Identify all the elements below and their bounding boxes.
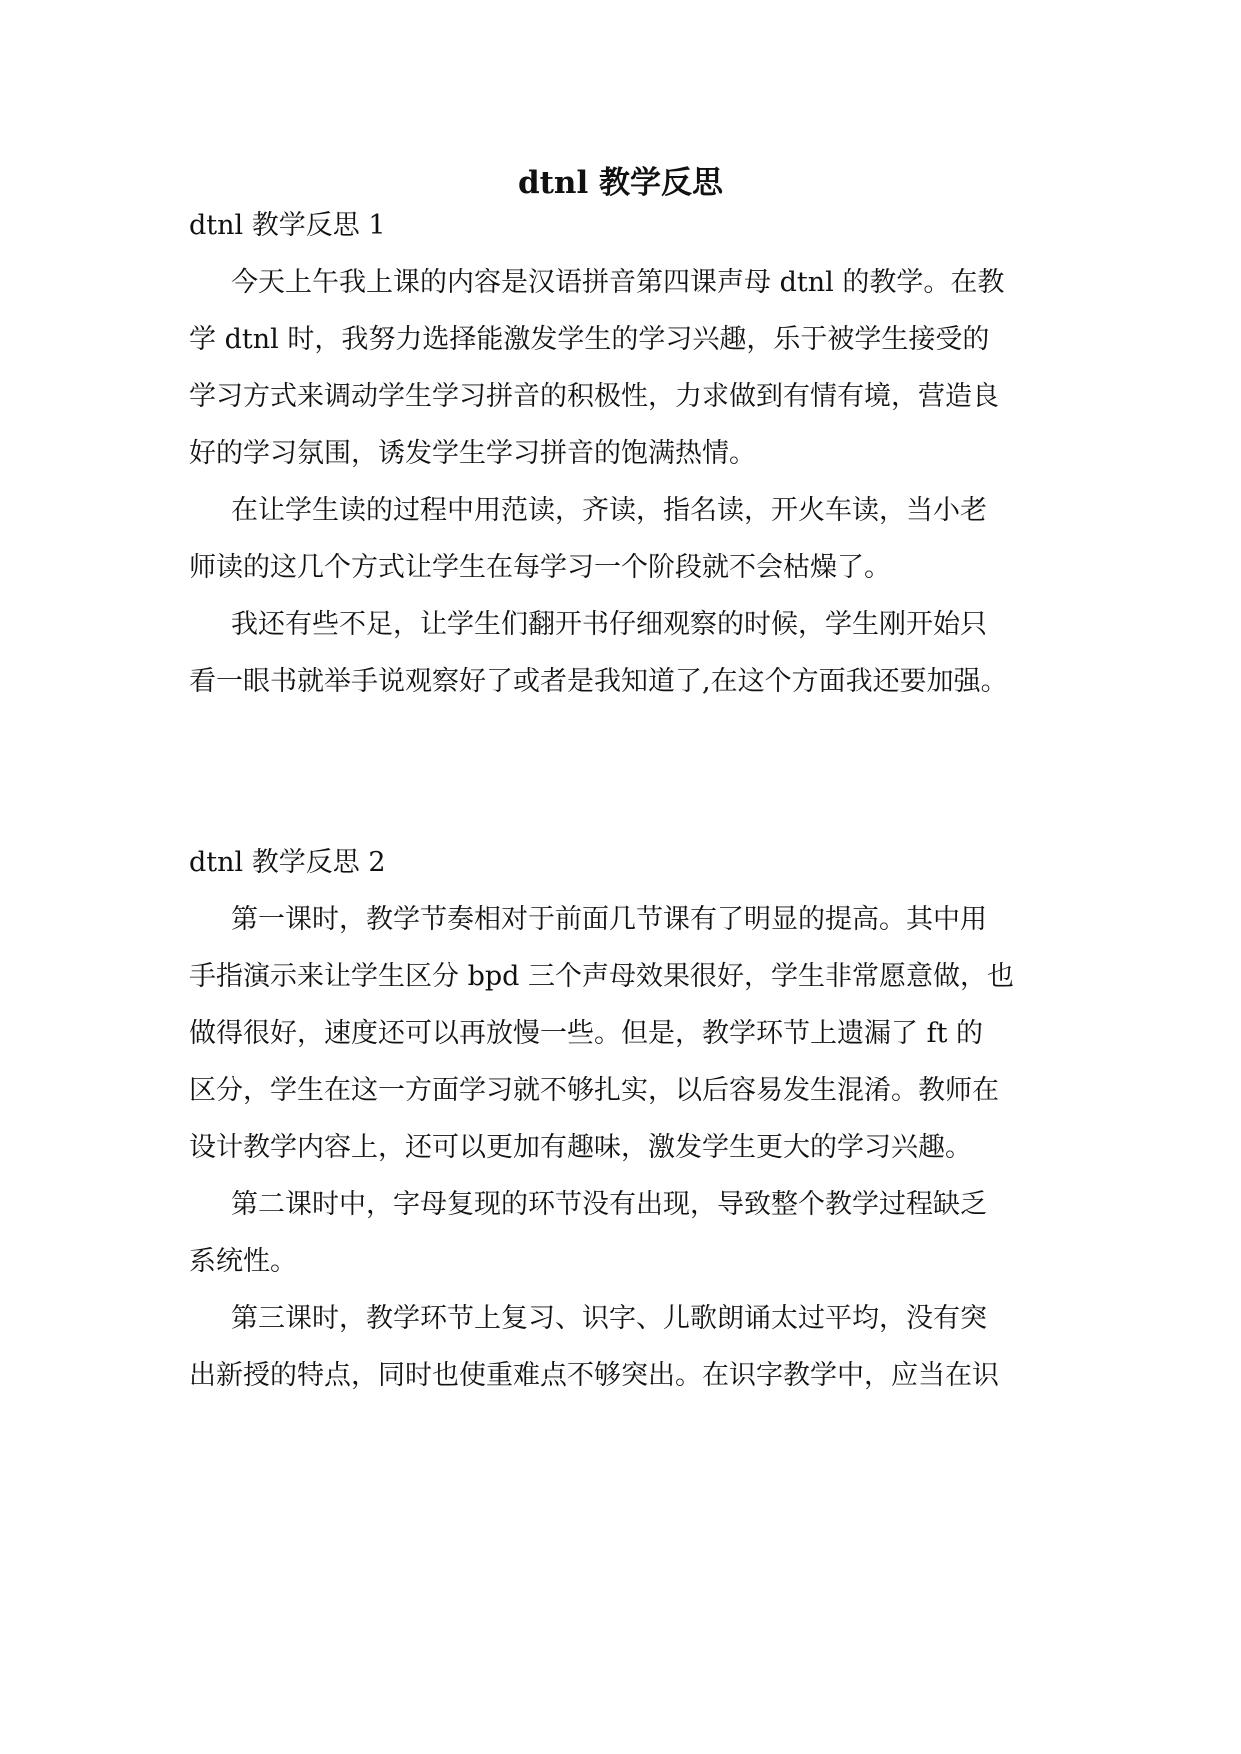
paragraph-line: 好的学习氛围，诱发学生学习拼音的饱满热情。 [189,438,756,469]
paragraph-line: 看一眼书就举手说观察好了或者是我知道了,在这个方面我还要加强。 [189,666,1008,697]
paragraph-line: 手指演示来让学生区分 bpd 三个声母效果很好，学生非常愿意做，也 [189,961,1015,992]
paragraph-line: 第一课时，教学节奏相对于前面几节课有了明显的提高。其中用 [231,904,987,935]
section-heading-1: dtnl 教学反思 1 [189,210,386,241]
paragraph-line: 学 dtnl 时，我努力选择能激发学生的学习兴趣，乐于被学生接受的 [189,324,990,355]
section-heading-2: dtnl 教学反思 2 [189,847,386,878]
paragraph-line: 区分，学生在这一方面学习就不够扎实，以后容易发生混淆。教师在 [189,1075,999,1106]
paragraph-line: 今天上午我上课的内容是汉语拼音第四课声母 dtnl 的教学。在教 [231,267,1005,298]
paragraph-line: 学习方式来调动学生学习拼音的积极性，力求做到有情有境，营造良 [189,381,999,412]
paragraph-line: 第二课时中，字母复现的环节没有出现，导致整个教学过程缺乏 [231,1189,987,1220]
paragraph-line: 出新授的特点，同时也使重难点不够突出。在识字教学中，应当在识 [189,1360,999,1391]
paragraph-line: 做得很好，速度还可以再放慢一些。但是，教学环节上遗漏了 ft 的 [189,1018,984,1049]
paragraph-line: 我还有些不足，让学生们翻开书仔细观察的时候，学生刚开始只 [231,609,987,640]
paragraph-line: 设计教学内容上，还可以更加有趣味，激发学生更大的学习兴趣。 [189,1132,972,1163]
paragraph-line: 第三课时，教学环节上复习、识字、儿歌朗诵太过平均，没有突 [231,1303,987,1334]
paragraph-line: 在让学生读的过程中用范读，齐读，指名读，开火车读，当小老 [231,495,987,526]
paragraph-line: 师读的这几个方式让学生在每学习一个阶段就不会枯燥了。 [189,552,891,583]
paragraph-line: 系统性。 [189,1246,297,1277]
document-title: dtnl 教学反思 [517,165,724,201]
